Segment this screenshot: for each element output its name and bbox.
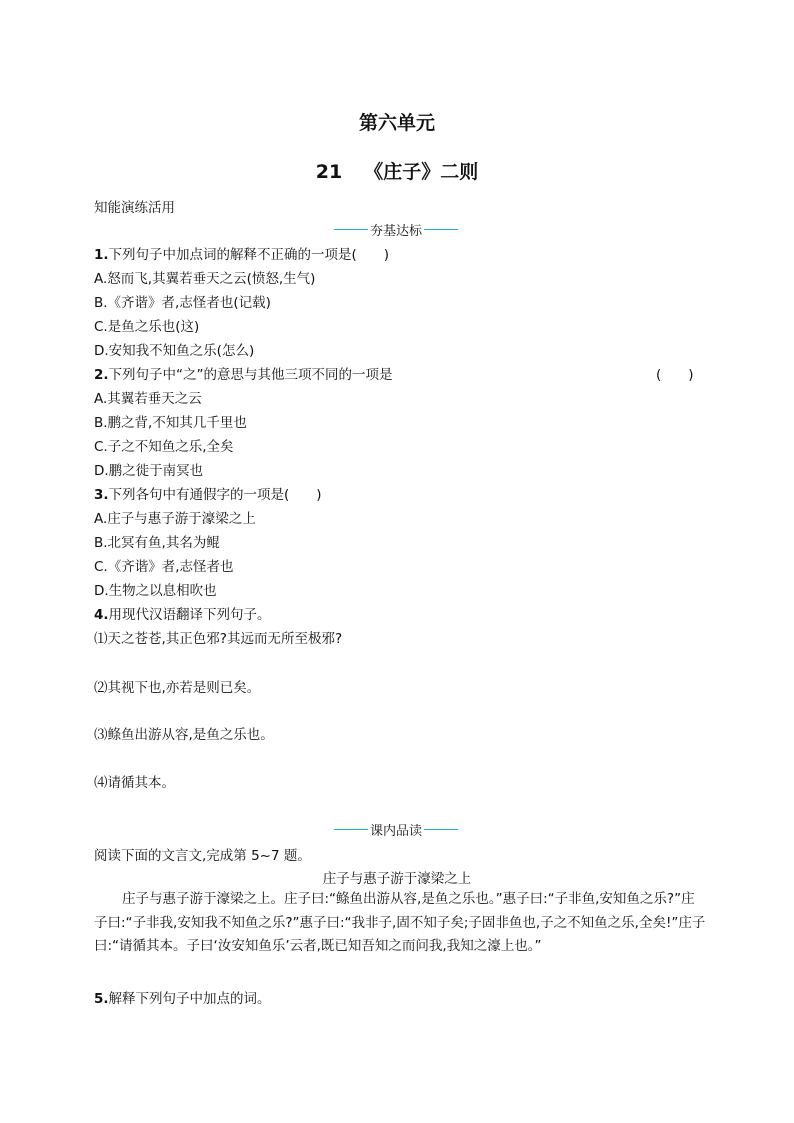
q2-option-c: C.子之不知鱼之乐,全矣 (94, 439, 234, 455)
q1-stem (94, 243, 389, 263)
lesson-title (0, 157, 794, 184)
q2-option-a: A.其翼若垂天之云 (94, 391, 202, 407)
q2-text: 下列句子中“之”的意思与其他三项不同的一项是 (108, 367, 393, 383)
q2-stem (94, 363, 393, 383)
q4-item-1: ⑴天之苍苍,其正色邪?其远而无所至极邪? (94, 631, 343, 647)
banner-rule-left (334, 229, 368, 230)
q4-item-2: ⑵其视下也,亦若是则已矣。 (94, 680, 261, 696)
q4-number: 4. (94, 607, 109, 623)
q3-text: 下列各句中有通假字的一项是( ) (108, 487, 322, 503)
banner-reading-label: 课内品读 (370, 824, 423, 839)
passage-title: 庄子与惠子游于濠梁之上 (322, 871, 472, 887)
section-label: 知能演练活用 (94, 200, 175, 216)
q3-option-c: C.《齐谐》者,志怪者也 (94, 559, 234, 575)
banner-basic (334, 220, 458, 239)
q2-option-d: D.鹏之徙于南冥也 (94, 463, 204, 479)
q1-option-b: B.《齐谐》者,志怪者也(记载) (94, 295, 271, 311)
q3-option-a: A.庄子与惠子游于濠梁之上 (94, 511, 256, 527)
q3-option-d: D.生物之以息相吹也 (94, 583, 217, 599)
q4-item-3: ⑶鲦鱼出游从容,是鱼之乐也。 (94, 727, 274, 743)
q3-number: 3. (94, 487, 109, 503)
q5-stem (94, 987, 271, 1007)
q4-item-4: ⑷请循其本。 (94, 775, 175, 791)
q2-option-b: B.鹏之背,不知其几千里也 (94, 415, 247, 431)
q1-number: 1. (94, 247, 109, 263)
banner-rule-left (334, 829, 368, 830)
banner-basic-label: 夯基达标 (370, 224, 423, 239)
q5-text: 解释下列句子中加点的词。 (108, 991, 271, 1007)
banner-rule-right (424, 829, 458, 830)
passage-text: 庄子与惠子游于濠梁之上。庄子曰:“鲦鱼出游从容,是鱼之乐也。”惠子曰:“子非鱼,安知鱼之乐?”庄子曰:“子非我,安知我不知鱼之乐?”惠子曰:“我非子,固不知子矣;子固非鱼也,子之不知鱼之乐,全矣!”庄子曰:“请循其本。子曰‘汝安知鱼乐’云者,既已知吾知之而问我,我知之濠上也。” (94, 891, 706, 954)
q1-text: 下列句子中加点词的解释不正确的一项是( ) (108, 247, 390, 263)
q3-stem (94, 483, 322, 503)
unit-title: 第六单元 (358, 112, 435, 134)
q2-answer-paren: ( ) (656, 367, 694, 383)
q2-number: 2. (94, 367, 109, 383)
banner-reading (334, 820, 458, 839)
q1-option-d: D.安知我不知鱼之乐(怎么) (94, 343, 255, 359)
lesson-name: 《庄子》二则 (364, 161, 479, 183)
q1-option-a: A.怒而飞,其翼若垂天之云(愤怒,生气) (94, 271, 316, 287)
q5-number: 5. (94, 991, 109, 1007)
q3-option-b: B.北冥有鱼,其名为鲲 (94, 535, 220, 551)
reading-instructions: 阅读下面的文言文,完成第 5~7 题。 (94, 848, 311, 864)
q4-text: 用现代汉语翻译下列句子。 (108, 607, 271, 623)
banner-rule-right (424, 229, 458, 230)
q1-option-c: C.是鱼之乐也(这) (94, 319, 200, 335)
q4-stem (94, 603, 271, 623)
lesson-number: 21 (315, 161, 343, 183)
